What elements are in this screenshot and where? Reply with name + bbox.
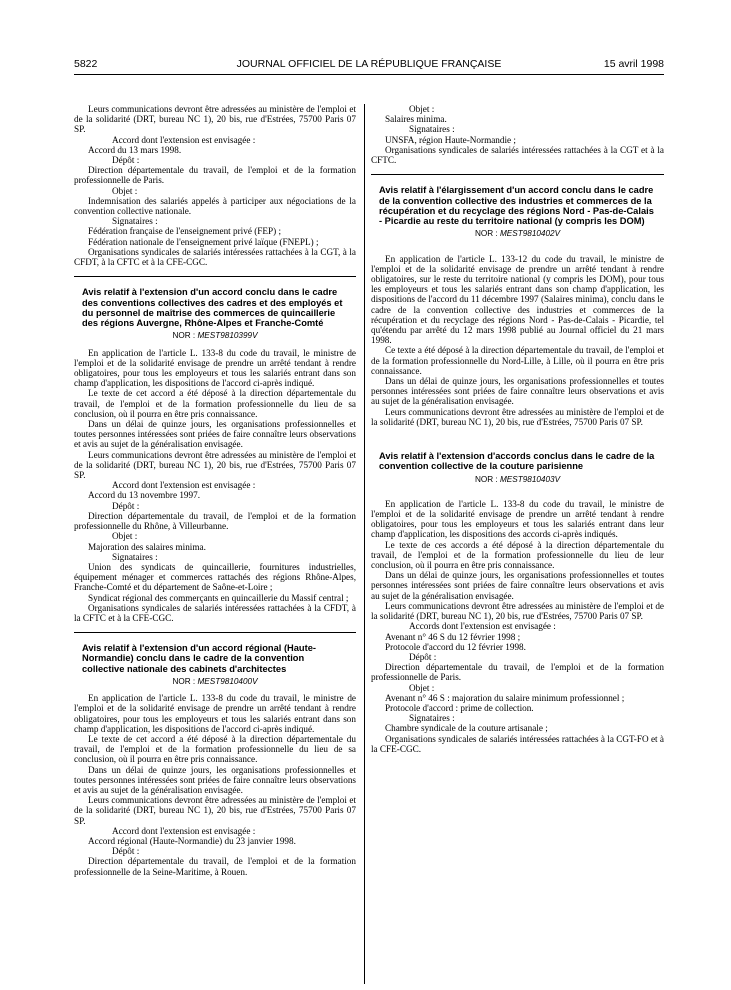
avis-couture — [371, 451, 664, 754]
nor-code: MEST9810402V — [499, 229, 561, 239]
objet-label: Objet : — [112, 531, 138, 542]
objet-text: Salaires minima. — [385, 114, 447, 125]
signataires-label: Signataires : — [409, 713, 455, 724]
avis-title: Avis relatif à l'extension d'un accord conclu dans le cadre des conventions collectives des cadres et des employés et du personnel de maîtrise des commerces de quincaillerie des régions Auvergne, Rhône-Alpes et Franche-Comté — [82, 287, 343, 329]
page-number: 5822 — [74, 58, 98, 70]
depot-text: Direction départementale du travail, de l'emploi et de la formation professionnelle de la Seine-Maritime, à Rouen. — [74, 856, 356, 877]
paragraph: Le texte de cet accord a été déposé à la direction départementale du travail, de l'emploi et de la formation professionnelle du lieu de sa conclusion, où il pourra en être pris connaissance. — [74, 388, 356, 419]
accord-label: Accord dont l'extension est envisagée : — [112, 134, 256, 145]
avis-quincaillerie — [74, 287, 356, 623]
depot-label: Dépôt : — [112, 846, 140, 857]
objet-text: Avenant n° 46 S : majoration du salaire minimum professionnel ; — [385, 692, 625, 703]
section-rule — [74, 276, 356, 277]
nor-label: NOR : — [474, 229, 498, 239]
paragraph: Leurs communications devront être adressées au ministère de l'emploi et de la solidarité (DRT, bureau NC 1), 20 bis, rue d'Estrées, 75700 Paris 07 SP. — [74, 104, 356, 135]
nor-reference — [74, 677, 356, 687]
left-column — [74, 104, 356, 877]
avis-architectes — [74, 643, 356, 877]
objet-label: Objet : — [409, 104, 435, 114]
right-column — [371, 104, 664, 754]
accord-text: Accord du 13 mars 1998. — [88, 144, 182, 155]
nor-reference — [74, 331, 356, 341]
accord-label: Accord dont l'extension est envisagée : — [112, 825, 256, 836]
paragraph: En application de l'article L. 133-12 du code du travail, le ministre de l'emploi et de la solidarité envisage de prendre un arrêté tendant à rendre obligatoires, sur le reste du territoire national (y compris les DOM), pour tous les employeurs et tous les salariés entrant dans son champ d'application, les dispositions de l'accord du 11 décembre 1997 (Salaires minima), conclu dans le cadre de la convention collective des industries et commerces de la récupération et du recyclage des régions Nord - Pas-de-Calais - Picardie, tel qu'étendu par arrêté du 12 mars 1998 publié au Journal officiel du 21 mars 1998. — [371, 253, 664, 346]
nor-label: NOR : — [172, 677, 196, 687]
avis-recuperation — [371, 185, 664, 427]
paragraph: En application de l'article L. 133-8 du code du travail, le ministre de l'emploi et de la solidarité envisage de prendre un arrêté tendant à rendre obligatoires, pour tous les employeurs et tous les salariés entrant dans son champ d'application, les dispositions de l'accord ci-après indiqué. — [74, 693, 356, 734]
depot-text: Direction départementale du travail, de l'emploi et de la formation professionnelle du Rhône, à Villeurbanne. — [74, 510, 356, 532]
section-rule — [371, 174, 664, 175]
signataire: Fédération française de l'enseignement privé (FEP) ; — [88, 226, 281, 237]
objet-text: Protocole d'accord : prime de collection. — [385, 702, 534, 713]
journal-title: JOURNAL OFFICIEL DE LA RÉPUBLIQUE FRANÇAISE — [236, 58, 502, 70]
paragraph: Dans un délai de quinze jours, les organisations professionnelles et toutes personnes intéressées sont priées de faire connaître leurs observations et avis au sujet de la généralisation envisagée. — [74, 419, 356, 450]
signataire: Syndicat régional des commerçants en quincaillerie du Massif central ; — [88, 592, 349, 603]
signataire: Fédération nationale de l'enseignement privé laïque (FNEPL) ; — [88, 236, 319, 247]
paragraph: En application de l'article L. 133-8 du code du travail, le ministre de l'emploi et de la solidarité envisage de prendre un arrêté tendant à rendre obligatoires, pour tous les employeurs et tous les salariés entrant dans son champ d'application, les dispositions de l'accord ci-après indiqué. — [74, 347, 356, 389]
avis-continuation-left — [74, 104, 356, 267]
signataires-label: Signataires : — [409, 124, 455, 135]
nor-code: MEST9810399V — [197, 331, 258, 341]
accord-text: Accord du 13 novembre 1997. — [88, 490, 201, 501]
accord-label: Accords dont l'extension est envisagée : — [409, 621, 556, 632]
depot-label: Dépôt : — [112, 500, 140, 511]
accord-text: Avenant n° 46 S du 12 février 1998 ; — [385, 631, 521, 642]
section-rule — [74, 632, 356, 633]
depot-text: Direction départementale du travail, de l'emploi et de la formation professionnelle de Paris. — [74, 165, 356, 186]
signataires-label: Signataires : — [112, 551, 158, 562]
objet-text: Indemnisation des salariés appelés à participer aux négociations de la convention collective nationale. — [74, 195, 356, 217]
depot-label: Dépôt : — [409, 651, 437, 662]
publication-date: 15 avril 1998 — [603, 58, 664, 70]
avis-title: Avis relatif à l'élargissement d'un accord conclu dans le cadre de la convention collective des industries et commerces de la récupération et du recyclage des régions Nord - Pas-de-Calais - Picardie au reste du territoire national (y compris les DOM) — [379, 185, 654, 227]
paragraph: Dans un délai de quinze jours, les organisations professionnelles et toutes personnes intéressées sont priées de faire connaître leurs observations et avis au sujet de la généralisation envisagée. — [74, 764, 356, 796]
signataire: Organisations syndicales de salariés intéressées rattachées à la CGT, à la CFDT, à la CFTC et à la CFE-CGC. — [74, 246, 356, 268]
signataire: Organisations syndicales de salariés intéressées rattachées à la CGT-FO et à la CFE-CGC. — [371, 733, 664, 754]
nor-label: NOR : — [474, 474, 498, 484]
paragraph: Dans un délai de quinze jours, les organisations professionnelles et toutes personnes intéressées sont priées de faire connaître leurs observations et avis au sujet de la généralisation envisagée. — [371, 376, 664, 407]
paragraph: Leurs communications devront être adressées au ministère de l'emploi et de la solidarité (DRT, bureau NC 1), 20 bis, rue d'Estrées, 75700 Paris 07 SP. — [371, 406, 664, 427]
nor-reference — [371, 229, 664, 239]
depot-text: Direction départementale du travail, de l'emploi et de la formation professionnelle de Paris. — [371, 662, 664, 683]
signataire: Union des syndicats de quincaillerie, fournitures industrielles, équipement ménager et commerces rattachés des régions Rhône-Alpes, Franche-Comté et du département de Saône-et-Loire ; — [74, 561, 356, 593]
signataire: Organisations syndicales de salariés intéressées rattachées à la CGT et à la CFTC. — [371, 144, 664, 166]
signataire: Chambre syndicale de la couture artisanale ; — [385, 723, 548, 734]
paragraph: Le texte de cet accord a été déposé à la direction départementale du travail, de l'emploi et de la formation professionnelle du lieu de sa conclusion, où il pourra en être pris connaissance. — [74, 734, 356, 765]
objet-text: Majoration des salaires minima. — [88, 541, 206, 552]
avis-title: Avis relatif à l'extension d'un accord régional (Haute-Normandie) conclu dans le cadre de la convention collective nationale des cabinets d'architectes — [82, 643, 316, 674]
paragraph: Le texte de ces accords a été déposé à la direction départementale du travail, de l'emploi et de la formation professionnelle du lieu de leur conclusion, où il pourra en être pris connaissance. — [371, 539, 664, 571]
objet-label: Objet : — [112, 185, 138, 196]
paragraph: En application de l'article L. 133-8 du code du travail, le ministre de l'emploi et de la solidarité envisage de prendre un arrêté tendant à rendre obligatoires, pour tous les employeurs et tous les salariés entrant dans leur champ d'application, les dispositions des accords ci-après indiqués. — [371, 498, 664, 540]
nor-label: NOR : — [172, 331, 196, 341]
paragraph: Leurs communications devront être adressées au ministère de l'emploi et de la solidarité (DRT, bureau NC 1), 20 bis, rue d'Estrées, 75700 Paris 07 SP. — [74, 449, 356, 481]
avis-continuation-right — [371, 104, 664, 165]
nor-reference — [371, 475, 664, 485]
paragraph: Ce texte a été déposé à la direction départementale du travail, de l'emploi et de la formation professionnelle du Nord-Lille, à Lille, où il pourra en être pris connaissance. — [371, 345, 664, 376]
paragraph: Dans un délai de quinze jours, les organisations professionnelles et toutes personnes intéressées sont priées de faire connaître leurs observations et avis au sujet de la généralisation envisagée. — [371, 570, 664, 601]
signataires-label: Signataires : — [112, 216, 158, 227]
column-divider — [364, 104, 365, 984]
avis-title: Avis relatif à l'extension d'accords conclus dans le cadre de la convention collective de la couture parisienne — [379, 451, 655, 472]
accord-text: Accord régional (Haute-Normandie) du 23 janvier 1998. — [88, 836, 296, 847]
signataire: Organisations syndicales de salariés intéressées rattachées à la CFDT, à la CFTC et à la CFE-CGC. — [74, 602, 356, 623]
header-rule — [74, 74, 664, 75]
depot-label: Dépôt : — [112, 155, 140, 166]
paragraph: Leurs communications devront être adressées au ministère de l'emploi et de la solidarité (DRT, bureau NC 1), 20 bis, rue d'Estrées, 75700 Paris 07 SP. — [371, 600, 664, 622]
nor-code: MEST9810400V — [197, 677, 258, 687]
nor-code: MEST9810403V — [499, 474, 561, 484]
accord-label: Accord dont l'extension est envisagée : — [112, 480, 256, 491]
signataire: UNSFA, région Haute-Normandie ; — [385, 134, 516, 145]
page-header — [74, 58, 664, 72]
objet-label: Objet : — [409, 682, 435, 693]
paragraph: Leurs communications devront être adressées au ministère de l'emploi et de la solidarité (DRT, bureau NC 1), 20 bis, rue d'Estrées, 75700 Paris 07 SP. — [74, 795, 356, 826]
accord-text: Protocole d'accord du 12 février 1998. — [385, 641, 526, 652]
